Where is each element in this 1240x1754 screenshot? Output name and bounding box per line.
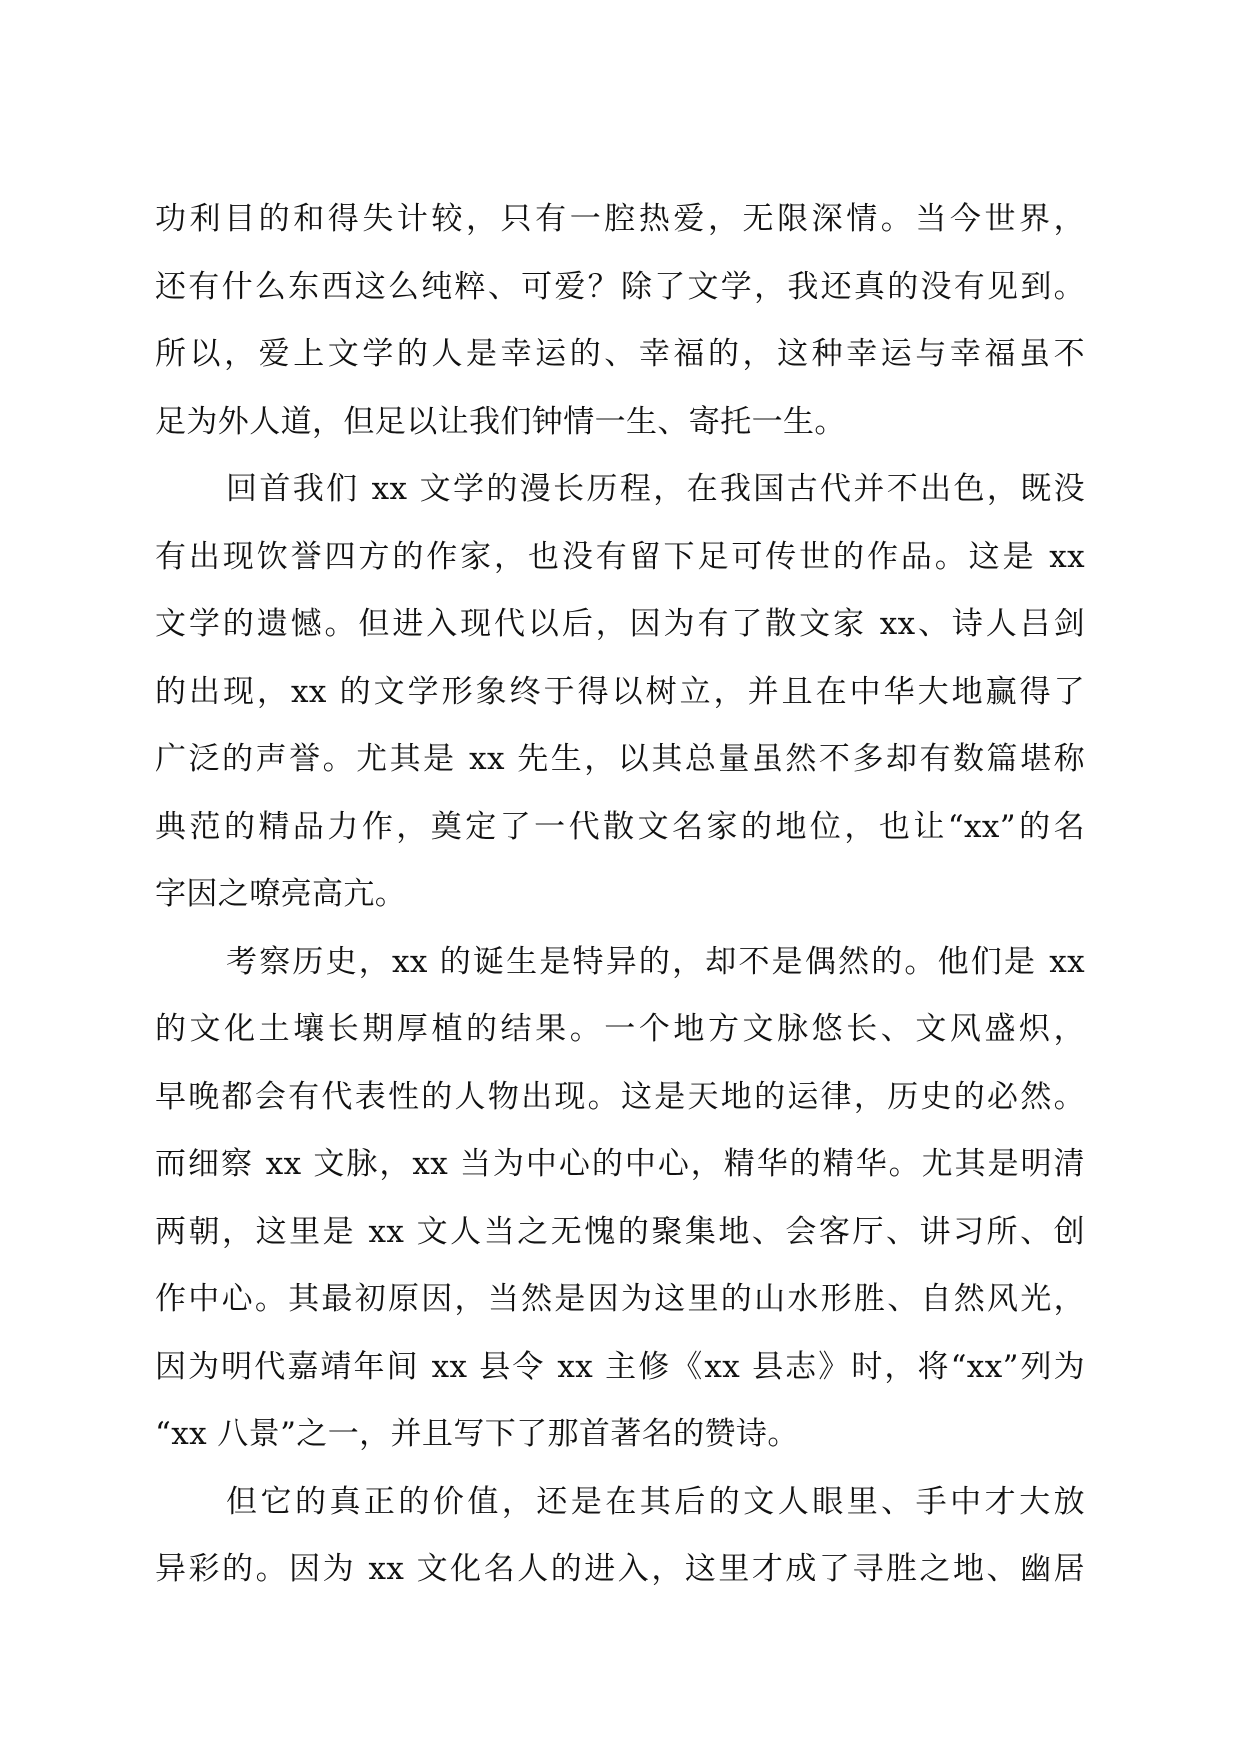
text-line: 还有什么东西这么纯粹、可爱？除了文学，我还真的没有见到。 — [155, 268, 1085, 305]
text-line: 功利目的和得失计较，只有一腔热爱，无限深情。当今世界， — [155, 201, 1085, 237]
text-line: 早晚都会有代表性的人物出现。这是天地的运律，历史的必然。 — [155, 1078, 1085, 1115]
text-line: 典范的精品力作，奠定了一代散文名家的地位，也让“xx”的名 — [155, 808, 1085, 845]
text-line: 而细察 xx 文脉，xx 当为中心的中心，精华的精华。尤其是明清 — [155, 1146, 1085, 1182]
text-line: 文学的遗憾。但进入现代以后，因为有了散文家 xx、诗人吕剑 — [155, 606, 1085, 642]
text-line: 异彩的。因为 xx 文化名人的进入，这里才成了寻胜之地、幽居 — [155, 1551, 1085, 1587]
text-line: 足为外人道，但足以让我们钟情一生、寄托一生。 — [155, 403, 846, 440]
text-line: 回首我们 xx 文学的漫长历程，在我国古代并不出色，既没 — [226, 471, 1085, 507]
text-line: 但它的真正的价值，还是在其后的文人眼里、手中才大放 — [226, 1483, 1085, 1520]
text-line: 作中心。其最初原因，当然是因为这里的山水形胜、自然风光， — [155, 1281, 1085, 1317]
text-line: 因为明代嘉靖年间 xx 县令 xx 主修《xx 县志》时，将“xx”列为 — [155, 1348, 1085, 1385]
text-line: 字因之嘹亮高亢。 — [155, 876, 407, 912]
text-line: “xx 八景”之一，并且写下了那首著名的赞诗。 — [155, 1416, 799, 1452]
text-line: 有出现饮誉四方的作家，也没有留下足可传世的作品。这是 xx — [155, 538, 1085, 575]
text-line: 所以，爱上文学的人是幸运的、幸福的，这种幸运与幸福虽不 — [155, 336, 1085, 372]
text-line: 两朝，这里是 xx 文人当之无愧的聚集地、会客厅、讲习所、创 — [155, 1213, 1085, 1250]
text-line: 的文化土壤长期厚植的结果。一个地方文脉悠长、文风盛炽， — [155, 1011, 1085, 1047]
document-page — [155, 186, 1085, 1604]
text-line: 的出现，xx 的文学形象终于得以树立，并且在中华大地赢得了 — [155, 673, 1085, 710]
text-line: 广泛的声誉。尤其是 xx 先生，以其总量虽然不多却有数篇堪称 — [155, 741, 1085, 777]
text-line: 考察历史，xx 的诞生是特异的，却不是偶然的。他们是 xx — [226, 943, 1085, 980]
